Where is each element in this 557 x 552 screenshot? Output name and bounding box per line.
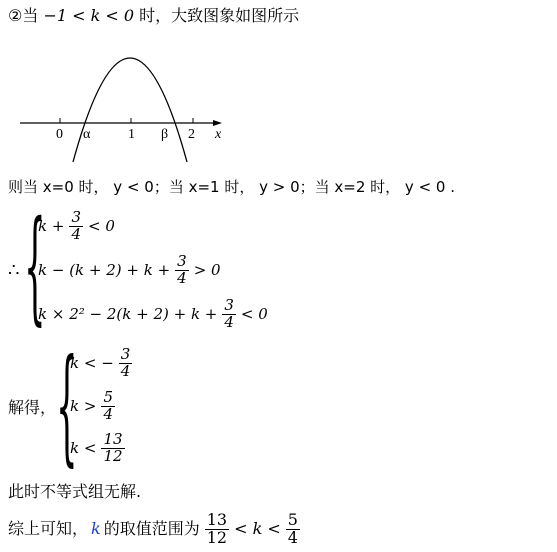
- system2-row3-frac: [101, 432, 124, 465]
- system2-row3-num: 13: [103, 430, 123, 448]
- system1-row1-frac: [69, 210, 83, 243]
- no-solution-text: 此时不等式组无解.: [8, 482, 142, 501]
- conclusion-frac2: [286, 512, 300, 547]
- label-alpha: α: [83, 127, 91, 142]
- system2-row2-den: 4: [103, 404, 113, 423]
- label-x: x: [215, 127, 222, 142]
- system2-row1-num: 3: [120, 345, 131, 363]
- system1-row1-den: 4: [71, 224, 81, 243]
- system1-row1-num: 3: [71, 208, 81, 226]
- conclusion-mid: 的取值范围为: [103, 519, 200, 539]
- system1-row2-pre: k − (k + 2) + k +: [38, 260, 171, 279]
- conclusion-den1: 12: [206, 527, 228, 547]
- conditions-text: 则当 x=0 时， y < 0；当 x=1 时， y > 0；当 x=2 时， y < 0 .: [8, 178, 455, 196]
- conclusion-pre: 综上可知，: [8, 519, 89, 539]
- case-condition: −1 < k < 0: [43, 6, 135, 25]
- conclusion-rel: < k <: [234, 519, 281, 539]
- case-heading-pre: 当: [22, 6, 39, 25]
- x-axis-arrow: [213, 120, 222, 126]
- case-marker: ②: [8, 6, 23, 25]
- conclusion-den2: 4: [287, 527, 298, 547]
- system1-brace: {: [24, 196, 46, 341]
- system2-row3-pre: k <: [70, 438, 97, 457]
- system2-row3-den: 12: [103, 446, 123, 465]
- system1-row2: [38, 254, 221, 287]
- conclusion-num1: 13: [206, 510, 228, 529]
- system2-row1: [70, 347, 134, 380]
- system2-row1-den: 4: [120, 361, 131, 380]
- conclusion-frac1: [205, 512, 229, 547]
- solve-label: 解得，: [8, 398, 57, 417]
- conclusion-line: [8, 512, 302, 547]
- therefore-symbol: ∴: [8, 260, 20, 281]
- system1-row3-den: 4: [224, 312, 234, 331]
- system1-row3-frac: [222, 298, 236, 331]
- system2-row2-num: 5: [103, 388, 113, 406]
- conclusion-num2: 5: [287, 510, 298, 529]
- system2-row3: [70, 432, 127, 465]
- system2-row1-pre: k < −: [70, 353, 114, 372]
- parabola-graph: [16, 38, 231, 168]
- system2-row2-frac: [101, 390, 115, 423]
- system1-row2-frac: [175, 254, 189, 287]
- parabola-curve: [73, 58, 187, 162]
- conclusion-var: k: [91, 519, 101, 539]
- case-heading: [8, 8, 299, 24]
- label-two: 2: [188, 127, 195, 142]
- system1-row3-pre: k × 2² − 2(k + 2) + k +: [38, 304, 218, 323]
- system2-brace: {: [56, 333, 78, 482]
- system1-row3: [38, 298, 268, 331]
- label-zero: 0: [56, 127, 63, 142]
- conditions-line: [8, 180, 455, 195]
- label-beta: β: [161, 127, 169, 142]
- system2-row2: [70, 390, 117, 423]
- system2-row1-frac: [119, 347, 133, 380]
- label-one: 1: [128, 127, 135, 142]
- system1-row1-post: < 0: [87, 216, 115, 235]
- system1-row2-den: 4: [177, 268, 187, 287]
- system1-row2-post: > 0: [193, 260, 221, 279]
- system1-row2-num: 3: [177, 252, 187, 270]
- system1-row1: [38, 210, 115, 243]
- system1-row3-post: < 0: [240, 304, 268, 323]
- case-heading-post: 时，大致图象如图所示: [139, 6, 300, 25]
- system1-row3-num: 3: [224, 296, 234, 314]
- system2-row2-pre: k >: [70, 396, 97, 415]
- system1-row1-pre: k +: [38, 216, 65, 235]
